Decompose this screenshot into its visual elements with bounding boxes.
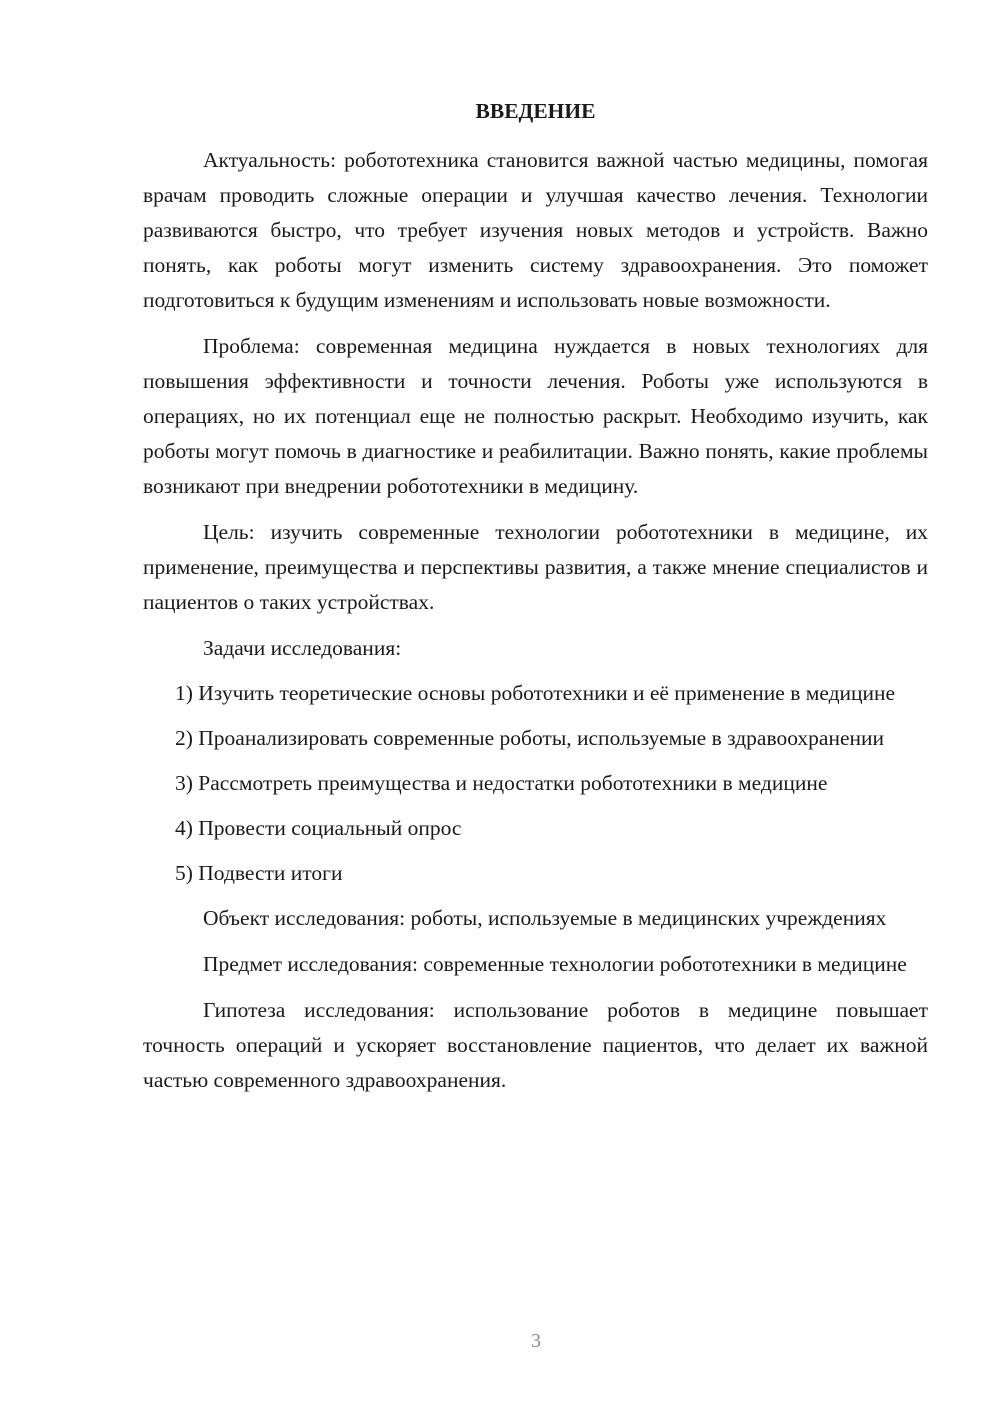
list-item: 1) Изучить теоретические основы робототехники и её применение в медицине bbox=[175, 681, 896, 705]
list-item: 5) Подвести итоги bbox=[175, 861, 343, 885]
tasks-list bbox=[143, 676, 928, 891]
list-item: 4) Провести социальный опрос bbox=[175, 816, 462, 840]
page-title: ВВЕДЕНИЕ bbox=[475, 99, 596, 123]
page-number: 3 bbox=[531, 1330, 541, 1352]
document-body bbox=[143, 94, 928, 1098]
list-item: 2) Проанализировать современные роботы, используемые в здравоохранении bbox=[175, 726, 885, 750]
object-paragraph: Объект исследования: роботы, используемые в медицинских учреждениях bbox=[203, 906, 887, 930]
tasks-heading: Задачи исследования: bbox=[203, 636, 402, 660]
subject-paragraph: Предмет исследования: современные технологии робототехники в медицине bbox=[203, 952, 907, 976]
relevance-paragraph: Актуальность: робототехника становится важной частью медицины, помогая врачам проводить сложные операции и улучшая качество лечения. Технологии развиваются быстро, что требует изучения новых методов и устройств. Важно понять, как роботы могут изменить систему здравоохранения. Это поможет подготовиться к будущим изменениям и использовать новые возможности. bbox=[143, 148, 928, 312]
problem-paragraph: Проблема: современная медицина нуждается в новых технологиях для повышения эффективности и точности лечения. Роботы уже используются в операциях, но их потенциал еще не полностью раскрыт. Необходимо изучить, как роботы могут помочь в диагностике и реабилитации. Важно понять, какие проблемы возникают при внедрении робототехники в медицину. bbox=[143, 334, 928, 498]
hypothesis-paragraph: Гипотеза исследования: использование роботов в медицине повышает точность операций и ускоряет восстановление пациентов, что делает их важной частью современного здравоохранения. bbox=[143, 998, 928, 1092]
goal-paragraph: Цель: изучить современные технологии робототехники в медицине, их применение, преимущества и перспективы развития, а также мнение специалистов и пациентов о таких устройствах. bbox=[143, 520, 928, 614]
list-item: 3) Рассмотреть преимущества и недостатки робототехники в медицине bbox=[175, 771, 828, 795]
